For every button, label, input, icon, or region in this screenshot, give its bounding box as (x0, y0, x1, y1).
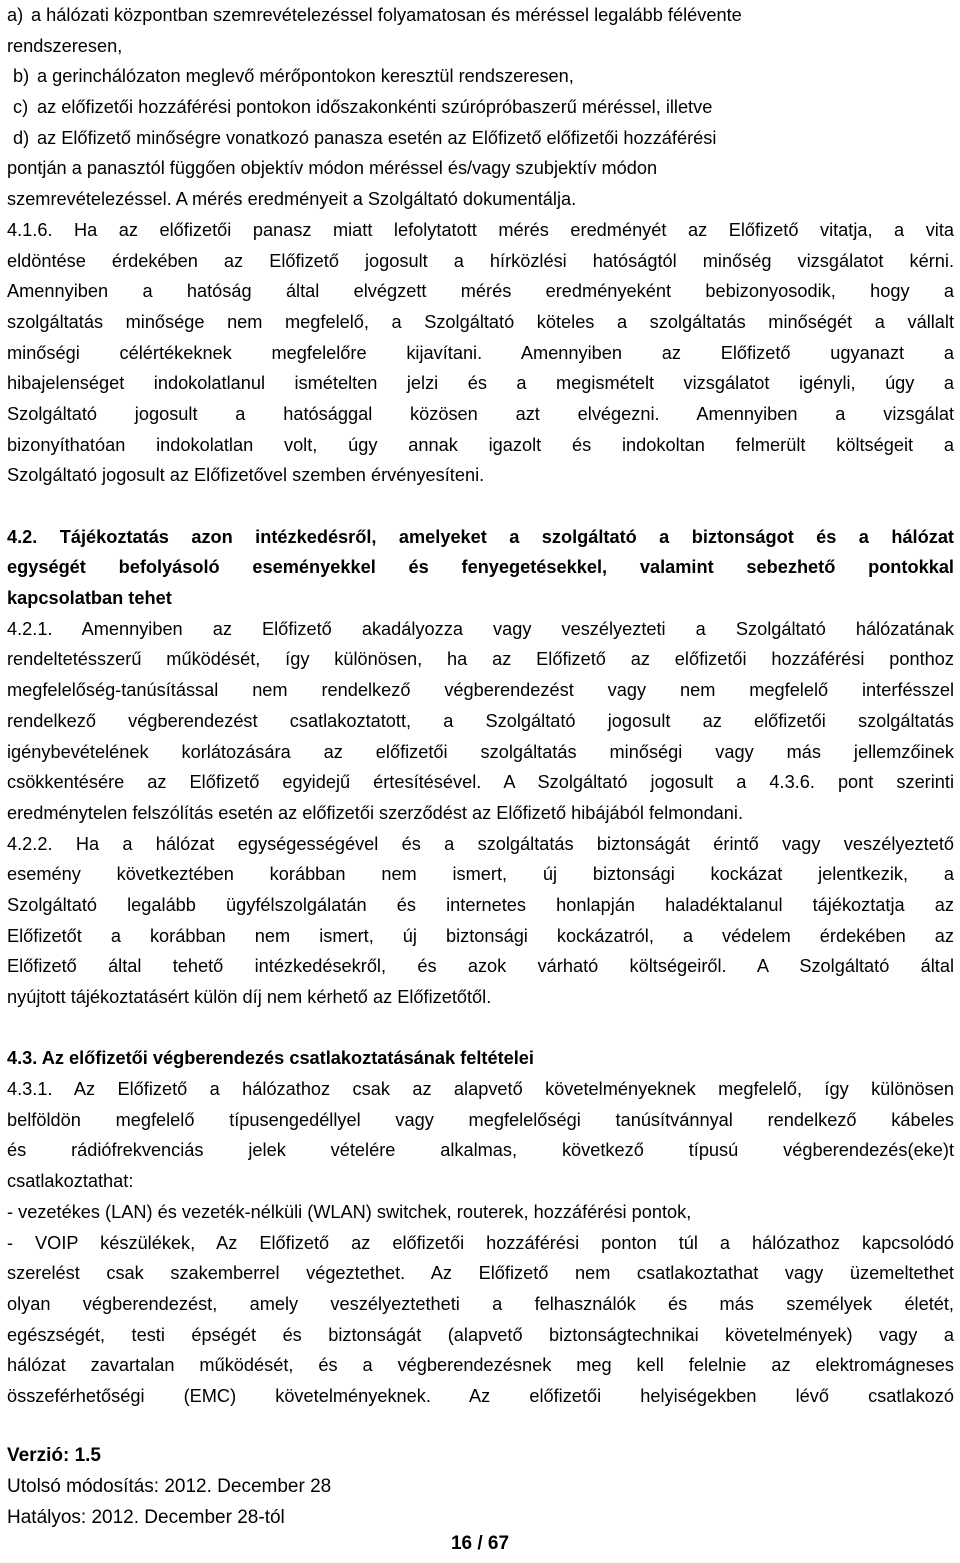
paragraph-line: szerelést csak szakemberrel végeztethet. Az Előfizető nem csatlakoztathat vagy üzemeltethet (7, 1263, 954, 1284)
paragraph-line: esemény következtében korábban nem ismert, új biztonsági kockázat jelentkezik, a (7, 864, 954, 885)
list-text: a gerinchálózaton meglevő mérőpontokon keresztül rendszeresen, (37, 66, 574, 87)
paragraph-line: nyújtott tájékoztatásért külön díj nem kérhető az Előfizetőtől. (7, 987, 492, 1007)
paragraph-line: 4.2.2. Ha a hálózat egységességével és a szolgáltatás biztonságát érintő vagy veszélyeztető (7, 833, 954, 854)
paragraph-line: Szolgáltató legalább ügyfélszolgálatán és internetes honlapján haladéktalanul tájékoztatja az (7, 894, 954, 915)
paragraph-4-2-1 (7, 614, 954, 829)
paragraph-line: igénybevételének korlátozására az előfizetői szolgáltatás minőségi vagy más jellemzőinek (7, 741, 954, 762)
paragraph-line: és rádiófrekvenciás jelek vételére alkalmas, következő típusú végberendezés(eke)t (7, 1140, 954, 1161)
paragraph-line: szolgáltatás minősége nem megfelelő, a Szolgáltató köteles a szolgáltatás minőségét a vállalt (7, 311, 954, 332)
list-item-c (7, 92, 954, 123)
paragraph-line: - vezetékes (LAN) és vezeték-nélküli (WLAN) switchek, routerek, hozzáférési pontok, (7, 1201, 692, 1222)
last-modified-label: Utolsó módosítás: 2012. December 28 (7, 1476, 332, 1497)
paragraph-line: bizonyíthatóan indokolatlan volt, úgy annak igazolt és indokoltan felmerült költségeit a (7, 434, 954, 455)
list-text: az Előfizető minőségre vonatkozó panasza esetén az Előfizető előfizetői hozzáférési (37, 127, 717, 148)
list-marker: a) (7, 5, 24, 25)
paragraph-line: belföldön megfelelő típusengedéllyel vagy megfelelőségi tanúsítvánnyal rendelkező kábeles (7, 1109, 954, 1130)
page-number: 16 / 67 (450, 1533, 510, 1554)
paragraph-line: egészségét, testi épségét és biztonságát (alapvető biztonságtechnikai követelmények) vagy a (7, 1324, 954, 1345)
paragraph-line: csatlakoztathat: (7, 1171, 134, 1192)
paragraph-line: összeférhetőségi (EMC) követelményeknek. Az előfizetői helyiségekben lévő csatlakozó (7, 1385, 954, 1406)
spacer (7, 491, 954, 522)
effective-date-label: Hatályos: 2012. December 28-tól (7, 1507, 285, 1528)
list-item-b (7, 61, 954, 92)
heading-line: kapcsolatban tehet (7, 588, 172, 609)
list-item-a (7, 0, 954, 31)
list-item-d (7, 123, 954, 154)
document-body (7, 0, 954, 1412)
list-marker: d) (13, 127, 30, 148)
paragraph-4-3-1 (7, 1074, 954, 1412)
paragraph-line: Előfizető által tehető intézkedésekről, és azok várható költségeiről. A Szolgáltató által (7, 956, 954, 977)
paragraph-line: Szolgáltató jogosult a hatósággal közösen azt elvégezni. Amennyiben a vizsgálat (7, 403, 954, 424)
paragraph-4-1-6 (7, 215, 954, 491)
section-heading-4-3: 4.3. Az előfizetői végberendezés csatlakoztatásának feltételei (7, 1048, 534, 1069)
paragraph-line: minőségi célértékeknek megfelelőre kijavítani. Amennyiben az Előfizető ugyanazt a (7, 342, 954, 363)
list-text: a hálózati központban szemrevételezéssel folyamatosan és méréssel legalább félévente (31, 5, 742, 25)
paragraph-line: Szolgáltató jogosult az Előfizetővel szemben érvényesíteni. (7, 465, 485, 486)
paragraph-line: eldöntése érdekében az Előfizető jogosult a hírközlési hatóságtól minőség vizsgálatot kérni. (7, 250, 954, 271)
paragraph-line: 4.3.1. Az Előfizető a hálózathoz csak az alapvető követelményeknek megfelelő, így különösen (7, 1079, 954, 1100)
heading-line: egységét befolyásoló eseményekkel és fenyegetésekkel, valamint sebezhető pontokkal (7, 557, 954, 578)
paragraph-line: 4.1.6. Ha az előfizetői panasz miatt lefolytatott mérés eredményét az Előfizető vitatja, a vita (7, 219, 954, 240)
spacer (7, 1013, 954, 1044)
paragraph-line: 4.2.1. Amennyiben az Előfizető akadályozza vagy veszélyezteti a Szolgáltató hálózatának (7, 618, 954, 639)
list-item-d-continued: pontján a panasztól függően objektív módon méréssel és/vagy szubjektív módon (7, 158, 658, 179)
paragraph-line: hibajelenséget indokolatlanul ismételten jelzi és a megismételt vizsgálatot igényli, úgy a (7, 373, 954, 394)
list-marker: c) (13, 97, 29, 118)
paragraph-4-2-2 (7, 829, 954, 1013)
paragraph-line: rendelkező végberendezést csatlakoztatott, a Szolgáltató jogosult az előfizetői szolgáltatás (7, 710, 954, 731)
section-heading-4-2 (7, 522, 954, 614)
list-text: az előfizetői hozzáférési pontokon időszakonkénti szúrópróbaszerű méréssel, illetve (37, 97, 713, 118)
paragraph-line: hálózat zavartalan működését, és a végberendezésnek meg kell felelnie az elektromágneses (7, 1355, 954, 1376)
page-footer (7, 1440, 331, 1533)
paragraph-line: Előfizetőt a korábban nem ismert, új biztonsági kockázatról, a védelem érdekében az (7, 925, 954, 946)
heading-line: 4.2. Tájékoztatás azon intézkedésről, amelyeket a szolgáltató a biztonságot és a hálózat (7, 526, 954, 547)
version-label: Verzió: 1.5 (7, 1445, 101, 1466)
list-item-a-continued: rendszeresen, (7, 35, 123, 56)
paragraph-line: megfelelőség-tanúsítással nem rendelkező végberendezést vagy nem megfelelő interfésszel (7, 680, 954, 701)
list-item-d-continued: szemrevételezéssel. A mérés eredményeit a Szolgáltató dokumentálja. (7, 189, 577, 210)
paragraph-line: olyan végberendezést, amely veszélyeztetheti a felhasználók és más személyek életét, (7, 1293, 954, 1314)
paragraph-line: eredménytelen felszólítás esetén az előfizetői szerződést az Előfizető hibájából felmondani. (7, 802, 744, 823)
paragraph-line: csökkentésére az Előfizető egyidejű értesítésével. A Szolgáltató jogosult a 4.3.6. pont szerinti (7, 772, 954, 793)
list-marker: b) (13, 66, 30, 87)
paragraph-line: Amennyiben a hatóság által elvégzett mérés eredményeként bebizonyosodik, hogy a (7, 281, 954, 302)
paragraph-line: rendeltetésszerű működését, így különösen, ha az Előfizető az előfizetői hozzáférési ponthoz (7, 649, 954, 670)
paragraph-line: - VOIP készülékek, Az Előfizető az előfizetői hozzáférési ponton túl a hálózathoz kapcsolódó (7, 1232, 954, 1253)
